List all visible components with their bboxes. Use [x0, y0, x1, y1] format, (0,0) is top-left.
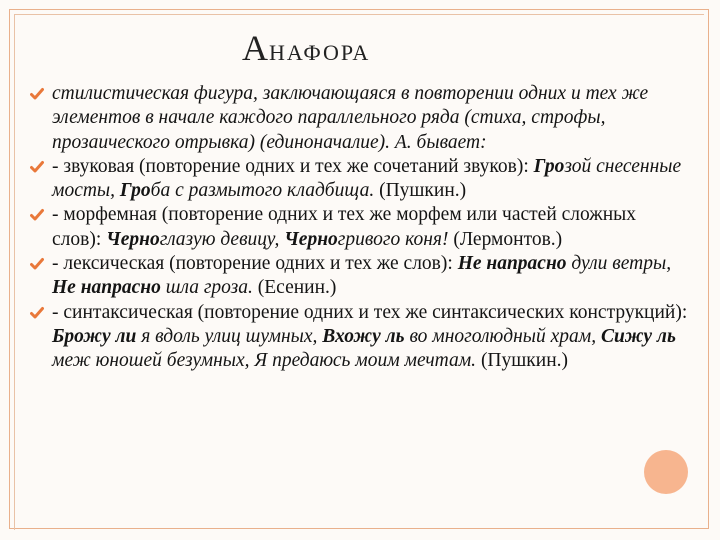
bullet-text-segment: Сижу ль [600, 325, 676, 347]
bullet-text-segment: я вдоль улиц шумных, [136, 325, 323, 347]
bullet-text-segment: во многолюдный храм, [404, 325, 601, 347]
bullet-text-segment: Черно [284, 228, 338, 250]
checkbox-bullet-icon [30, 208, 44, 222]
bullet-text-segment: (Пушкин.) [374, 180, 467, 202]
decorative-circle [644, 450, 688, 494]
checkbox-bullet-icon [30, 160, 44, 174]
bullet-text-segment: (Лермонтов.) [448, 228, 563, 250]
bullet-item [30, 301, 690, 374]
bullet-text-segment: стилистическая фигура, заключающаяся в повторении одних и тех же элементов в начале каждого параллельного ряда (стиха, строфы, прозаического отрывка) (единоначалие). А. бывает: [52, 83, 649, 153]
bullet-text-segment: зой снесенные мосты, [52, 155, 682, 202]
bullet-item [30, 252, 690, 301]
checkbox-bullet-icon [30, 306, 44, 320]
bullet-text-segment: шла гроза. [160, 277, 253, 299]
slide-title [242, 27, 370, 69]
bullet-text-segment: Брожу ли [52, 325, 137, 347]
bullet-text-segment: меж юношей безумных, Я предаюсь моим мечтам. [52, 350, 477, 372]
checkbox-bullet-icon [30, 87, 44, 101]
bullet-text-segment: Вхожу ль [322, 325, 405, 347]
bullet-list [30, 82, 690, 374]
bullet-text-segment: дули ветры, [566, 253, 672, 275]
bullet-text-segment: Гро [533, 155, 565, 177]
bullet-text-segment: гривого коня! [337, 228, 449, 250]
bullet-text-segment: - звуковая (повторение одних и тех же сочетаний звуков): [52, 155, 534, 177]
bullet-text-segment: Не напрасно [457, 253, 567, 275]
bullet-text-segment: - лексическая (повторение одних и тех же слов): [52, 253, 458, 275]
bullet-text-segment: (Есенин.) [252, 277, 337, 299]
bullet-text-segment: Черно [106, 228, 160, 250]
bullet-text-segment: Гро [119, 180, 151, 202]
bullet-item [30, 82, 690, 155]
bullet-item [30, 155, 690, 204]
bullet-text-segment: ба с размытого кладбища. [150, 180, 375, 202]
bullet-text-segment: Не напрасно [52, 277, 161, 299]
slide-title-rest: НАФОРА [269, 40, 371, 65]
bullet-text-segment: - морфемная (повторение одних и тех же морфем или частей сложных слов): [52, 204, 637, 250]
bullet-text-segment: глазую девицу, [159, 228, 285, 250]
slide-title-initial: А [242, 28, 269, 68]
checkbox-bullet-icon [30, 257, 44, 271]
bullet-text-segment: - синтаксическая (повторение одних и тех же синтаксических конструкций): [52, 301, 688, 323]
bullet-text-segment: (Пушкин.) [476, 350, 568, 372]
bullet-item [30, 203, 690, 252]
